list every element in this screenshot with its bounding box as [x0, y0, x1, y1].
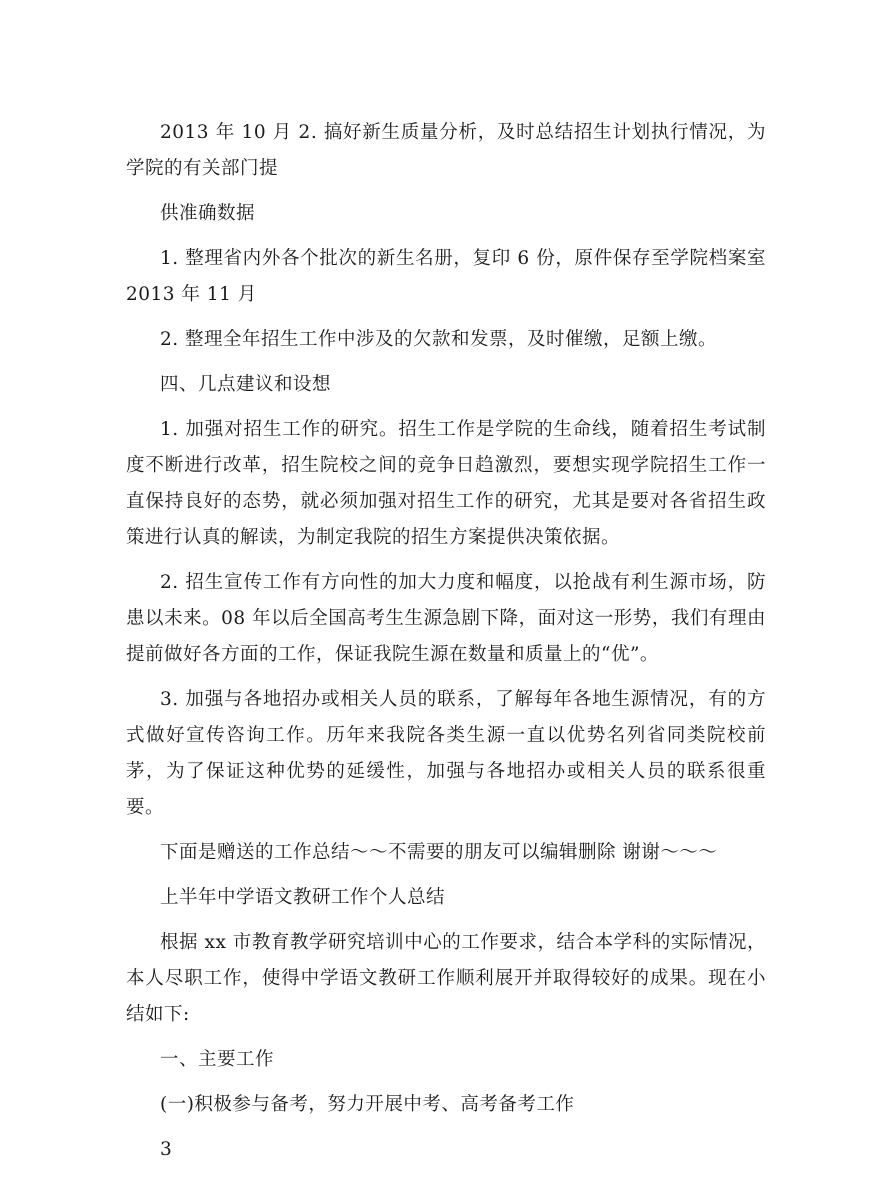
section-heading-main-work: 一、主要工作: [160, 1049, 275, 1070]
gift-note: 下面是赠送的工作总结～～不需要的朋友可以编辑删除 谢谢～～～: [160, 842, 718, 863]
paragraph-8: 3. 加强与各地招办或相关人员的联系，了解每年各地生源情况，有的方式做好宣传咨询工作。历年来我院各类生源一直以优势名列省同类院校前茅，为了保证这种优势的延缓性，加强与各地招办或相关人员的联系很重要。: [126, 689, 766, 818]
document-body: [126, 115, 766, 1177]
section-heading-suggestions: 四、几点建议和设想: [160, 374, 332, 395]
paragraph-1: 2013 年 10 月 2. 搞好新生质量分析，及时总结招生计划执行情况，为学院的有关部门提: [126, 122, 766, 179]
paragraph-4: 2. 整理全年招生工作中涉及的欠款和发票，及时催缴，足额上缴。: [160, 329, 718, 350]
paragraph-2: 供准确数据: [160, 203, 256, 224]
summary-title: 上半年中学语文教研工作个人总结: [160, 887, 446, 908]
paragraph-7: 2. 招生宣传工作有方向性的加大力度和幅度，以抢战有利生源市场，防患以未来。08 年以后全国高考生生源急剧下降，面对这一形势，我们有理由提前做好各方面的工作，保证我院生源在数量和质量上的“优”。: [126, 572, 766, 665]
subsection-heading-1: (一)积极参与备考，努力开展中考、高考备考工作: [160, 1094, 575, 1115]
paragraph-6: 1. 加强对招生工作的研究。招生工作是学院的生命线，随着招生考试制度不断进行改革，招生院校之间的竞争日趋激烈，要想实现学院招生工作一直保持良好的态势，就必须加强对招生工作的研究，尤其是要对各省招生政策进行认真的解读，为制定我院的招生方案提供决策依据。: [126, 419, 766, 548]
paragraph-3: 1. 整理省内外各个批次的新生名册，复印 6 份，原件保存至学院档案室 2013 年 11 月: [126, 248, 766, 305]
paragraph-11: 根据 xx 市教育教学研究培训中心的工作要求，结合本学科的实际情况，本人尽职工作，使得中学语文教研工作顺利展开并取得较好的成果。现在小结如下:: [126, 932, 766, 1025]
page-number: 3: [160, 1139, 173, 1160]
